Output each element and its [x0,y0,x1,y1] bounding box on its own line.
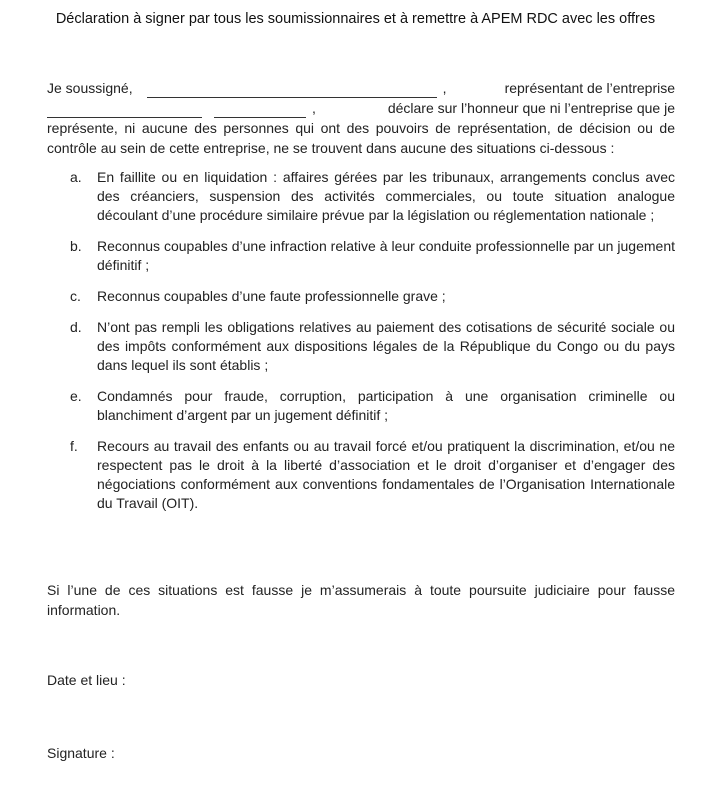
signatory-name-field[interactable] [147,82,437,98]
list-marker: b. [70,238,82,254]
list-item [70,237,675,275]
list-item [70,437,675,513]
list-item-text: Recours au travail des enfants ou au travail forcé et/ou pratiquent la discrimination, et/ou ne respectent pas le droit à la liberté d’association et le droit d’organiser et d’engager des négociations conformément aux conventions fondamentales de l’Organisation Internationale du Travail (OIT). [97,438,675,511]
intro-part2: représentant de l’entreprise [504,80,675,96]
intro-paragraph [47,78,675,158]
list-item [70,387,675,425]
date-place-label: Date et lieu : [47,672,126,688]
intro-line-1: Je soussigné, , représentant de l’entreprise [47,80,675,96]
list-marker: c. [70,288,81,304]
list-marker: e. [70,388,82,404]
list-marker: f. [70,438,78,454]
list-marker: a. [70,169,82,185]
intro-line-2: , déclare sur l’honneur que ni l’entreprise que je [47,98,675,118]
list-item-text: Condamnés pour fraude, corruption, participation à une organisation criminelle ou blanchiment d’argent par un jugement définitif ; [97,388,675,423]
company-name-field-2[interactable] [214,102,306,118]
list-item-text: Reconnus coupables d’une faute professionnelle grave ; [97,288,446,304]
list-marker: d. [70,319,82,335]
list-item-text: Reconnus coupables d’une infraction relative à leur conduite professionnelle par un jugement définitif ; [97,238,675,273]
intro-part3: déclare sur l’honneur que ni l’entreprise que je [387,100,675,116]
intro-part1: Je soussigné, [47,80,133,96]
document-title: Déclaration à signer par tous les soumissionnaires et à remettre à APEM RDC avec les offres [55,11,656,27]
list-item [70,287,675,306]
signature-label: Signature : [47,745,115,761]
list-item [70,168,675,225]
intro-rest: représente, ni aucune des personnes qui ont des pouvoirs de représentation, de décision ou de contrôle au sein de cette entreprise, ne se trouvent dans aucune des situations ci-dessous : [47,120,675,156]
list-item-text: En faillite ou en liquidation : affaires gérées par les tribunaux, arrangements conclus avec des créanciers, suspension des activités commerciales, ou toute situation analogue découlant d’une procédure similaire prévue par la législation ou réglementation nationale ; [97,169,675,223]
situations-list [70,168,675,525]
list-item [70,318,675,375]
closing-paragraph: Si l’une de ces situations est fausse je m’assumerais à toute poursuite judiciaire pour fausse information. [47,582,675,618]
list-item-text: N’ont pas rempli les obligations relatives au paiement des cotisations de sécurité sociale ou des impôts conformément aux dispositions légales de la République du Congo ou du pays dans lequel ils sont établis ; [97,319,675,373]
company-name-field[interactable] [47,102,202,118]
